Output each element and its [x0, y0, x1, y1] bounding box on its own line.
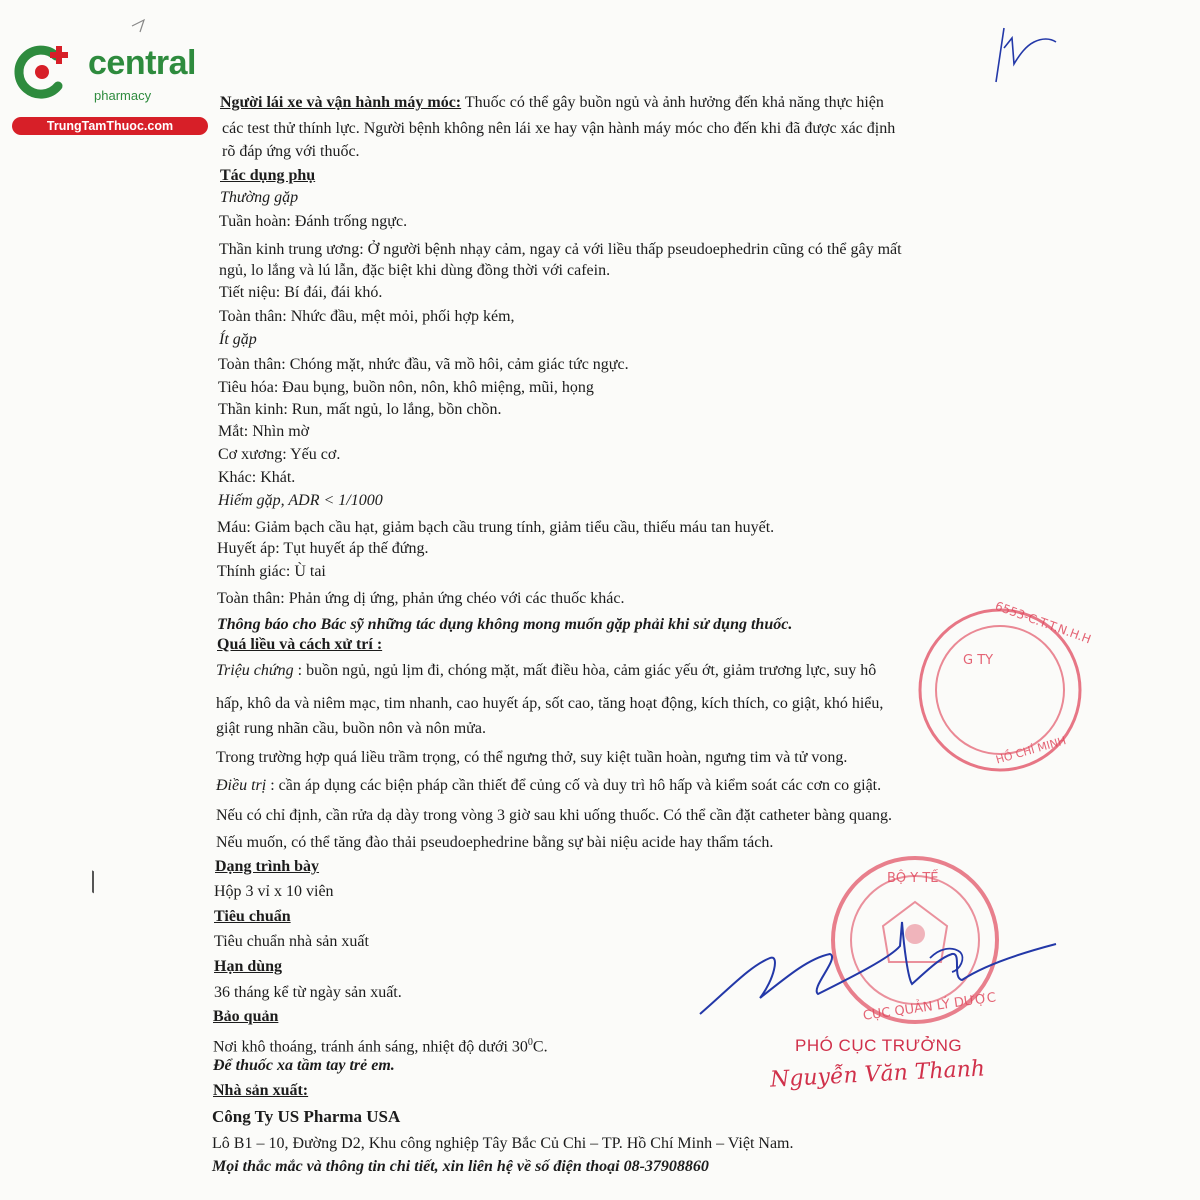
manufacturer-address: Lô B1 – 10, Đường D2, Khu công nghiệp Tây Bắc Củ Chi – TP. Hồ Chí Minh – Việt Nam. [212, 1135, 794, 1152]
signature-title: PHÓ CỤC TRƯỞNG [795, 1036, 963, 1055]
shelf-life-text: 36 tháng kể từ ngày sản xuất. [214, 984, 402, 1001]
intro-line-1: Người lái xe và vận hành máy móc: Thuốc có thể gây buồn ngủ và ảnh hưởng đến khả năng thực hiện [220, 94, 884, 111]
rare-item: Thính giác: Ù tai [217, 563, 326, 580]
uncommon-item: Tiêu hóa: Đau bụng, buồn nôn, nôn, khô miệng, mũi, họng [218, 379, 594, 396]
standard-heading: Tiêu chuẩn [214, 908, 291, 925]
logo-subtitle: pharmacy [94, 88, 152, 103]
presentation-text: Hộp 3 vỉ x 10 viên [214, 883, 334, 900]
logo-url[interactable]: TrungTamThuoc.com [12, 117, 208, 135]
manufacturer-company: Công Ty US Pharma USA [212, 1107, 401, 1126]
uncommon-item: Mắt: Nhìn mờ [218, 423, 310, 440]
company-seal [905, 592, 1093, 782]
common-item: Toàn thân: Nhức đầu, mệt mỏi, phối hợp kém, [219, 308, 515, 325]
svg-text:G TY: G TY [963, 653, 994, 668]
uncommon-item: Thần kinh: Run, mất ngủ, lo lắng, bồn chồn. [218, 401, 502, 418]
rare-label: Hiếm gặp, ADR < 1/1000 [218, 492, 383, 509]
svg-text:CỤC QUẢN LÝ DƯỢC: CỤC QUẢN LÝ DƯỢC [862, 990, 997, 1024]
treatment-line-3: Nếu muốn, có thể tăng đào thải pseudoephedrine bằng sự bài niệu acide hay thẩm tách. [216, 834, 774, 851]
storage-heading: Bảo quản [213, 1008, 279, 1025]
svg-text:HỒ CHÍ MINH: HỒ CHÍ MINH [994, 734, 1068, 767]
symptoms-line-1: Triệu chứng : buồn ngủ, ngủ lịm đi, chóng mặt, mất điều hòa, cảm giác yếu ớt, giảm trương lực, suy hô [216, 662, 877, 679]
severe-line: Trong trường hợp quá liều trầm trọng, có thể ngưng thở, suy kiệt tuần hoàn, ngưng tim và tử vong. [216, 749, 848, 766]
intro-line-3: rõ đáp ứng với thuốc. [222, 143, 360, 160]
manufacturer-heading: Nhà sản xuất: [213, 1082, 309, 1099]
common-item: Tiết niệu: Bí đái, đái khó. [219, 284, 383, 301]
side-effects-heading: Tác dụng phụ [220, 167, 316, 184]
storage-warning: Để thuốc xa tầm tay trẻ em. [213, 1057, 395, 1074]
uncommon-item: Khác: Khát. [218, 469, 296, 486]
treatment-line-1: Điều trị : cần áp dụng các biện pháp cần thiết để củng cố và duy trì hô hấp và kiểm soát các cơn co giật. [216, 777, 882, 794]
svg-text:BỘ Y TẾ: BỘ Y TẾ [887, 871, 939, 886]
standard-text: Tiêu chuẩn nhà sản xuất [214, 933, 369, 950]
uncommon-label: Ít gặp [219, 331, 257, 348]
storage-text: Nơi khô thoáng, tránh ánh sáng, nhiệt độ dưới $30^0C$. [213, 1037, 548, 1056]
rare-item: Máu: Giảm bạch cầu hạt, giảm bạch cầu trung tính, giảm tiểu cầu, thiếu máu tan huyết. [217, 519, 775, 536]
common-item: Thần kinh trung ương: Ở người bệnh nhạy cảm, ngay cả với liều thấp pseudoephedrin cũng có thể gây mất [219, 241, 902, 258]
rare-item: Huyết áp: Tụt huyết áp thế đứng. [217, 540, 429, 557]
svg-text:6553-C.T.T.N.H.H: 6553-C.T.T.N.H.H [993, 598, 1093, 647]
treatment-line-2: Nếu có chỉ định, cần rửa dạ dày trong vòng 3 giờ sau khi uống thuốc. Có thể cần đặt catheter bàng quang. [216, 807, 893, 824]
driver-heading: Người lái xe và vận hành máy móc: [220, 94, 462, 111]
common-item: Tuần hoàn: Đánh trống ngực. [219, 213, 408, 230]
doctor-notice: Thông báo cho Bác sỹ những tác dụng không mong muốn gặp phải khi sử dụng thuốc. [217, 616, 793, 633]
handwritten-signature [690, 918, 1070, 1028]
common-label: Thường gặp [220, 189, 299, 206]
symptoms-line-3: giật rung nhãn cầu, buồn nôn và nôn mửa. [216, 720, 486, 737]
rare-item: Toàn thân: Phản ứng dị ứng, phản ứng chéo với các thuốc khác. [217, 590, 625, 607]
signature-name: Nguyễn Văn Thanh [769, 1056, 986, 1093]
uncommon-item: Toàn thân: Chóng mặt, nhức đầu, vã mồ hôi, cảm giác tức ngực. [218, 356, 629, 373]
logo-brand: central [88, 44, 196, 82]
presentation-heading: Dạng trình bày [215, 858, 320, 875]
intro-line-2: các test thử thính lực. Người bệnh không nên lái xe hay vận hành máy móc cho đến khi đã được xác định [222, 120, 896, 137]
manufacturer-contact: Mọi thắc mắc và thông tin chi tiết, xin liên hệ về số điện thoại 08-37908860 [212, 1158, 709, 1175]
common-item: ngủ, lo lắng và lú lẫn, đặc biệt khi dùng đồng thời với cafein. [219, 262, 611, 279]
overdose-heading: Quá liều và cách xử trí : [217, 636, 383, 653]
shelf-life-heading: Hạn dùng [214, 958, 283, 975]
symptoms-line-2: hấp, khô da và niêm mạc, tim nhanh, cao huyết áp, sốt cao, tăng hoạt động, kích thích, co giật, khó hiểu, [216, 695, 884, 712]
uncommon-item: Cơ xương: Yếu cơ. [218, 446, 341, 463]
